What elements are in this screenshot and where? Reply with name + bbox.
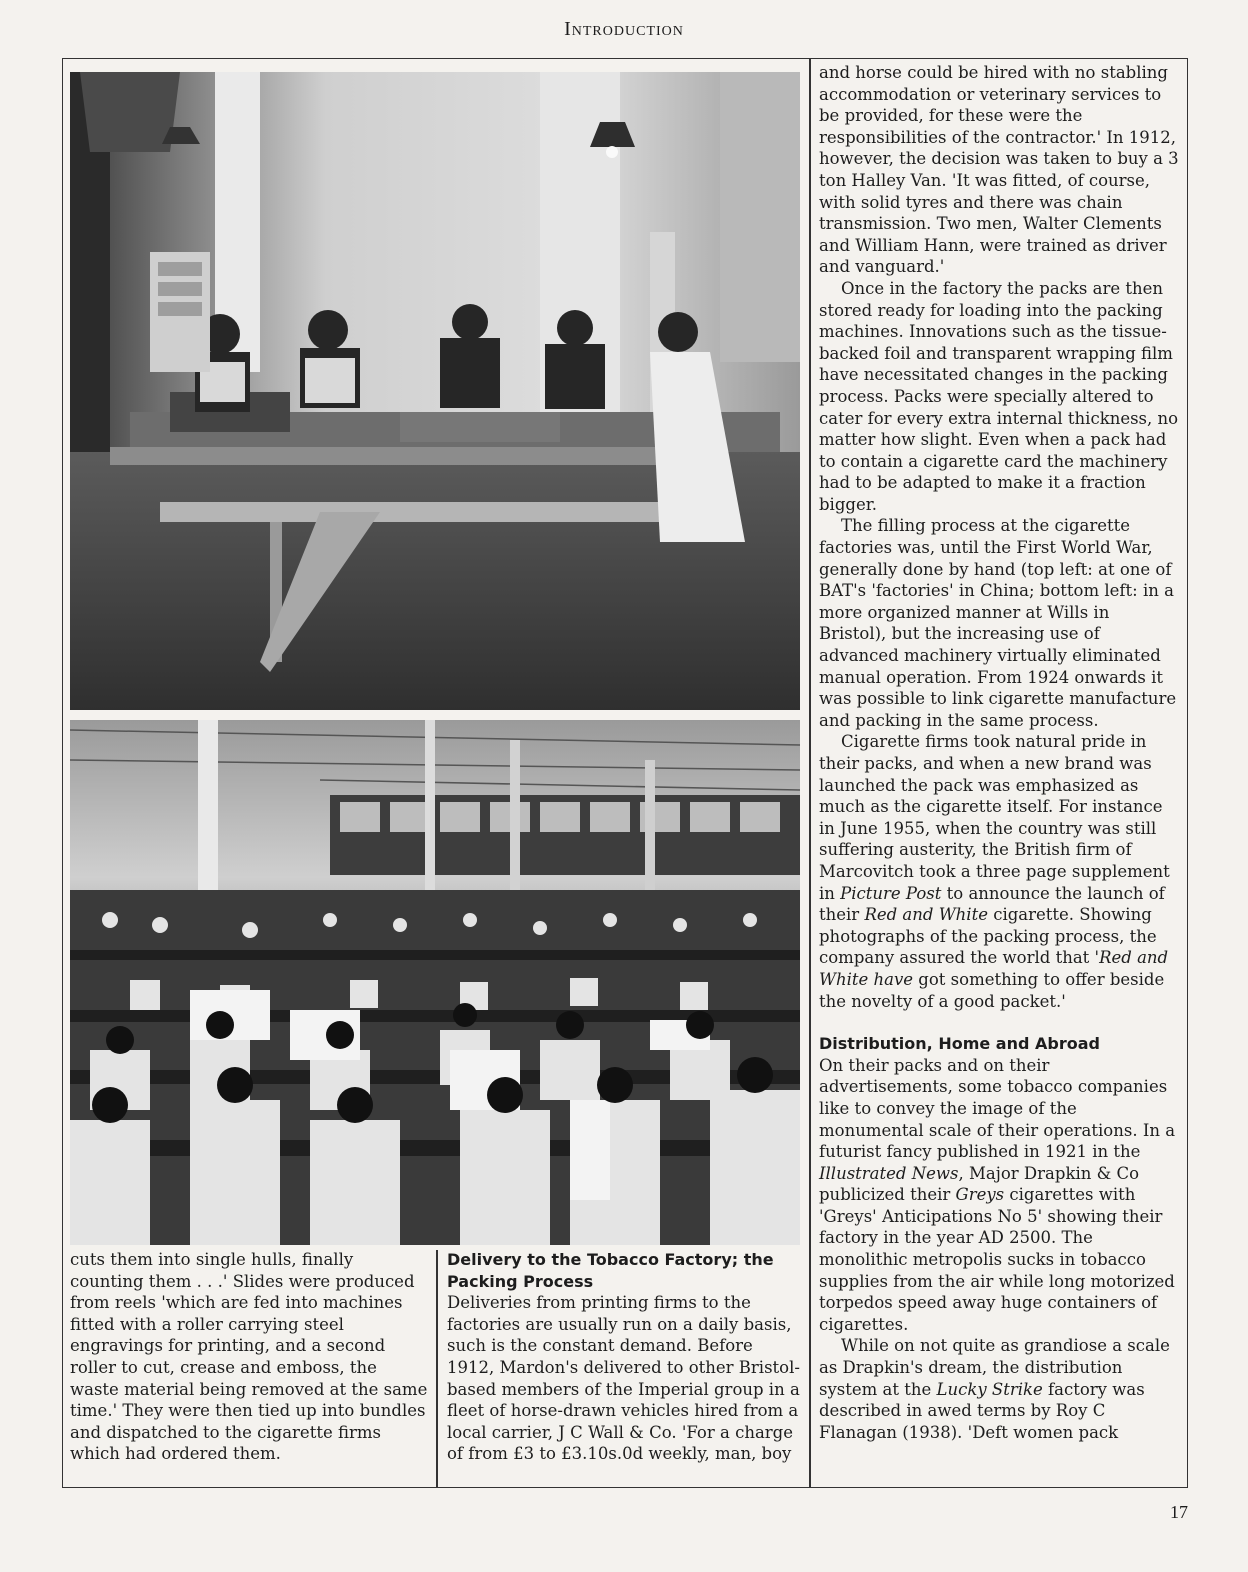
bottom-middle-column [447,1249,803,1465]
right-para-1: and horse could be hired with no stabling accommodation or veterinary services to be provided, for these were the responsibilities of the contractor.' In 1912, however, the decision was taken to buy a 3 ton Halley Van. 'It was fitted, of course, with solid tyres and there was chain transmission. Two men, Walter Clements and William Hann, were trained as driver and vanguard.' [819,63,1179,277]
subhead-delivery: Delivery to the Tobacco Factory; the Packing Process [447,1250,774,1291]
column-rule-middle [436,1250,438,1488]
left-bottom-para-1: cuts them into single hulls, finally counting them . . .' Slides were produced from reels 'which are fed into machines fitted with a roller carrying steel engravings for printing, and a second roller to cut, crease and emboss, the waste material being removed at the same time.' They were then tied up into bundles and dispatched to the cigarette firms which had ordered them. [70,1250,428,1464]
right-para-4-text-b: to announce the launch of their [819,883,1165,925]
running-head: Introduction [564,18,684,40]
right-para-3: The filling process at the cigarette factories was, until the First World War, generally done by hand (top left: at one of BAT's 'factories' in China; bottom left: in a more organized manner at Wills in Bristol), but the increasing use of advanced machinery virtually eliminated manual operation. From 1924 onwards it was possible to link cigarette manufacture and packing in the same process. [819,516,1177,730]
right-para-4-text-d: got something to offer beside the novelty of a good packet.' [819,969,1165,1011]
italic-lucky-strike: Lucky Strike [936,1379,1043,1399]
right-para-5-text-a: On their packs and on their advertisements, some tobacco companies like to convey the image of the monumental scale of their operations. In a futurist fancy published in 1921 in the [819,1055,1176,1162]
subhead-distribution: Distribution, Home and Abroad [819,1034,1100,1054]
right-para-4-text-a: Cigarette firms took natural pride in their packs, and when a new brand was launched the pack was emphasized as much as the cigarette itself. For instance in June 1955, when the country was still suffering austerity, the British firm of Marcovitch took a three page supplement in [819,732,1170,903]
italic-picture-post: Picture Post [840,883,942,903]
right-para-5-text-c: cigarettes with 'Greys' Anticipations No 5' showing their factory in the year AD 2500. The monolithic metropolis sucks in tobacco supplies from the air while long motorized torpedos speed away huge containers of cigarettes. [819,1185,1175,1334]
italic-illustrated-news: Illustrated News [819,1163,959,1183]
right-para-6-text-b: factory was described in awed terms by Roy C Flanagan (1938). 'Deft women pack [819,1379,1145,1442]
right-para-4-text-c: cigarette. Showing photographs of the packing process, the company assured the world that ' [819,905,1157,968]
right-para-4 [819,731,1179,1012]
italic-greys: Greys [955,1185,1005,1205]
right-column [819,62,1179,1443]
photo-wills-bristol-factory [70,720,800,1245]
italic-red-and-white-have: Red and White have [819,948,1169,989]
right-para-2: Once in the factory the packs are then stored ready for loading into the packing machines. Innovations such as the tissue-backed foil and transparent wrapping film have necessitated changes in the packing process. Packs were specially altered to cater for every extra internal thickness, no matter how slight. Even when a pack had to contain a cigarette card the machinery had to be adapted to make it a fraction bigger. [819,278,1179,514]
bottom-left-column [70,1249,428,1465]
right-para-5-text-b: , Major Drapkin & Co publicized their [819,1163,1140,1205]
page-number: 17 [1170,1502,1188,1522]
right-para-6-text-a: While on not quite as grandiose a scale as Drapkin's dream, the distribution system at the [819,1336,1170,1399]
photo-china-packing [70,72,800,710]
right-para-6 [819,1335,1179,1443]
mid-bottom-para-1: Deliveries from printing firms to the factories are usually run on a daily basis, such is the constant demand. Before 1912, Mardon's delivered to other Bristol-based members of the Imperial group in a fleet of horse-drawn vehicles hired from a local carrier, J C Wall & Co. 'For a charge of from £3 to £3.10s.0d weekly, man, boy [447,1293,800,1464]
right-para-5 [819,1055,1179,1336]
column-rule-right [809,58,811,1488]
italic-red-and-white: Red and White [864,905,988,925]
